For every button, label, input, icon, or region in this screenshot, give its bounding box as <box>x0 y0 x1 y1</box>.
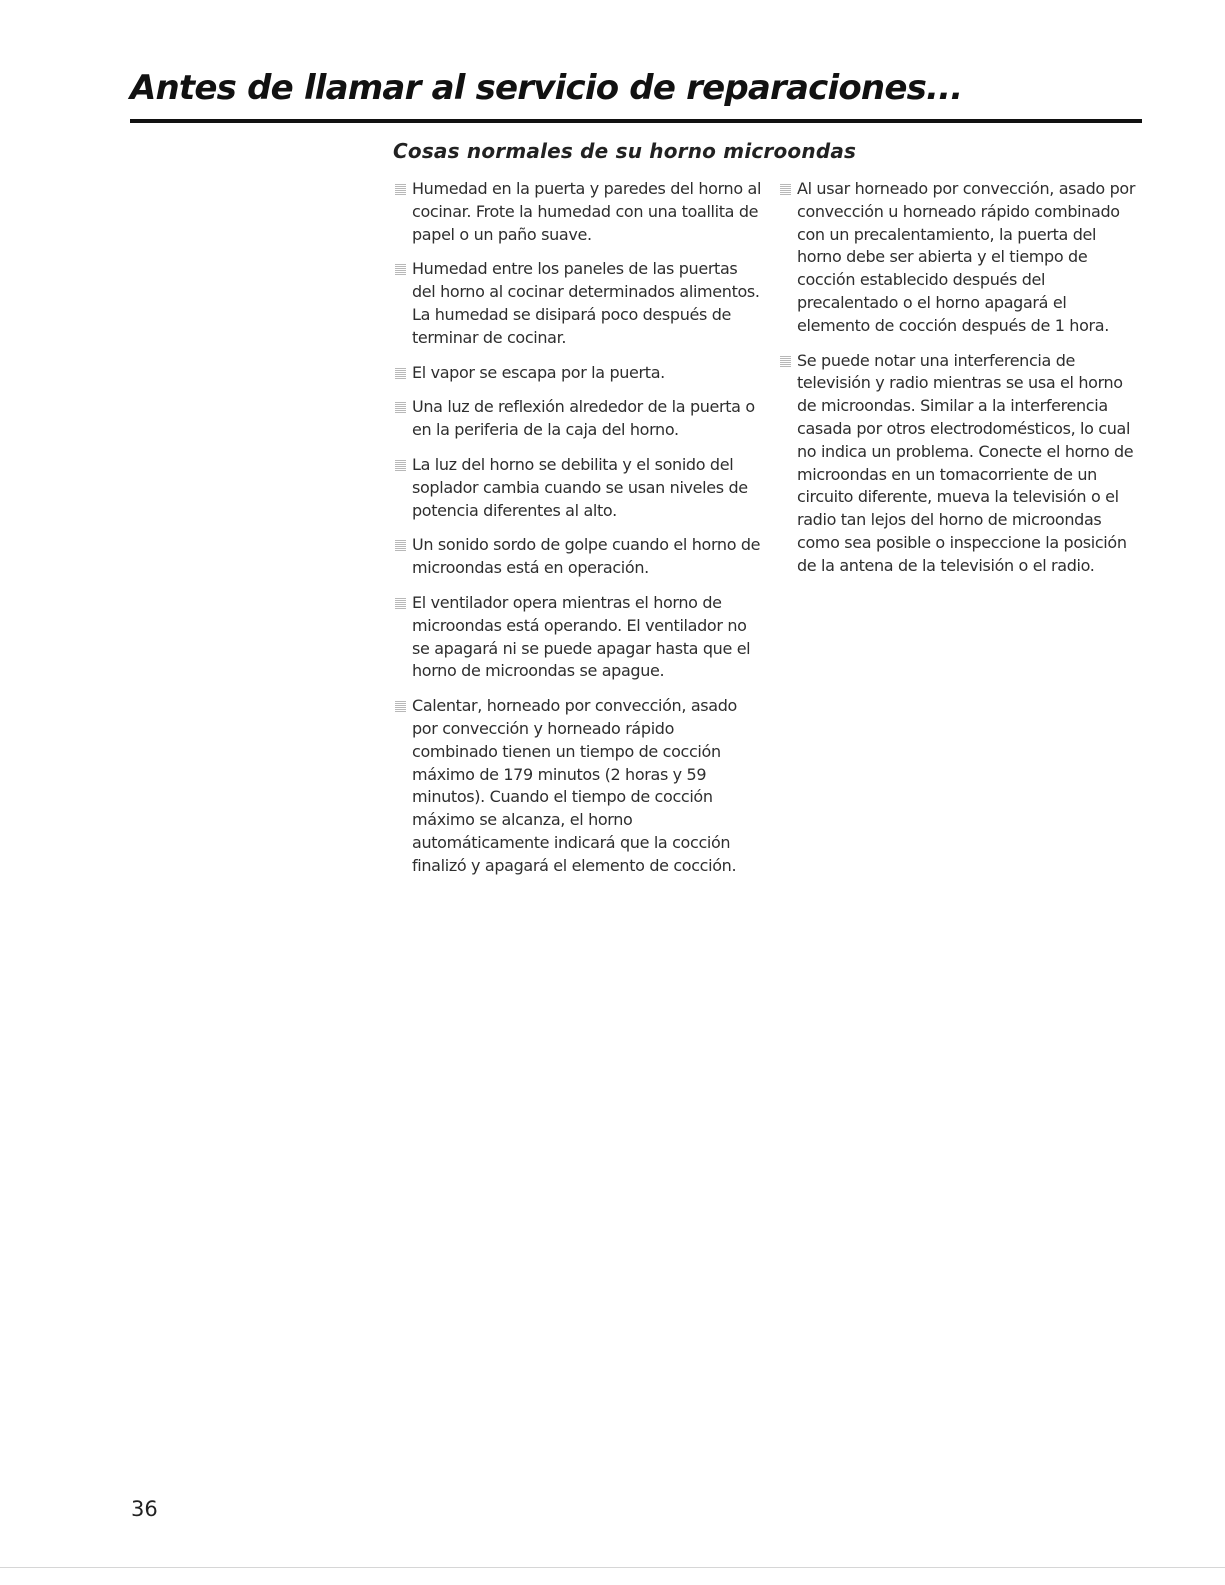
square-bullet-icon <box>780 356 791 367</box>
list-item-text: El ventilador opera mientras el horno de microondas está operando. El ventilador no se apagará ni se puede apagar hasta que el horno de microondas se apague. <box>412 592 751 681</box>
square-bullet-icon <box>395 460 406 471</box>
square-bullet-icon <box>395 264 406 275</box>
list-item <box>395 534 763 580</box>
square-bullet-icon <box>395 701 406 712</box>
section-heading: Cosas normales de su horno microondas <box>393 139 857 163</box>
list-item <box>395 178 763 246</box>
page-number: 36 <box>131 1497 158 1521</box>
list-item-text: El vapor se escapa por la puerta. <box>412 362 665 382</box>
list-item-text: Al usar horneado por convección, asado por convección u horneado rápido combinado con un precalentamiento, la puerta del horno debe ser abierta y el tiempo de cocción establecido después del precalentado o el horno apagará el elemento de cocción después de 1 hora. <box>797 179 1136 335</box>
page-bottom-edge <box>0 1567 1225 1568</box>
square-bullet-icon <box>780 184 791 195</box>
list-item <box>395 362 763 385</box>
left-column-list <box>395 178 763 890</box>
list-item-text: Humedad en la puerta y paredes del horno al cocinar. Frote la humedad con una toallita de papel o un paño suave. <box>412 179 762 244</box>
list-item-text: Calentar, horneado por convección, asado por convección y horneado rápido combinado tienen un tiempo de cocción máximo de 179 minutos (2 horas y 59 minutos). Cuando el tiempo de cocción máximo se alcanza, el horno automáticamente indicará que la cocción finalizó y apagará el elemento de cocción. <box>412 696 737 875</box>
list-item-text: Se puede notar una interferencia de televisión y radio mientras se usa el horno de microondas. Similar a la interferencia casada por otros electrodomésticos, lo cual no indica un problema. Conecte el horno de microondas en un tomacorriente de un circuito diferente, mueva la televisión o el radio tan lejos del horno de microondas como sea posible o inspeccione la posición de la antena de la televisión o el radio. <box>797 350 1134 575</box>
list-item <box>395 695 763 877</box>
square-bullet-icon <box>395 540 406 551</box>
square-bullet-icon <box>395 598 406 609</box>
list-item-text: Un sonido sordo de golpe cuando el horno de microondas está en operación. <box>412 535 761 578</box>
right-column-list <box>780 178 1142 590</box>
page-title: Antes de llamar al servicio de reparaciones... <box>130 68 963 108</box>
square-bullet-icon <box>395 184 406 195</box>
list-item-text: Una luz de reflexión alrededor de la puerta o en la periferia de la caja del horno. <box>412 397 755 440</box>
list-item <box>780 178 1142 338</box>
list-item-text: Humedad entre los paneles de las puertas del horno al cocinar determinados alimentos. La humedad se disipará poco después de terminar de cocinar. <box>412 259 760 347</box>
list-item <box>780 350 1142 578</box>
square-bullet-icon <box>395 368 406 379</box>
list-item <box>395 396 763 442</box>
list-item <box>395 592 763 683</box>
list-item-text: La luz del horno se debilita y el sonido del soplador cambia cuando se usan niveles de potencia diferentes al alto. <box>412 454 748 520</box>
list-item <box>395 258 763 349</box>
list-item <box>395 454 763 522</box>
square-bullet-icon <box>395 402 406 413</box>
title-divider <box>130 119 1142 123</box>
